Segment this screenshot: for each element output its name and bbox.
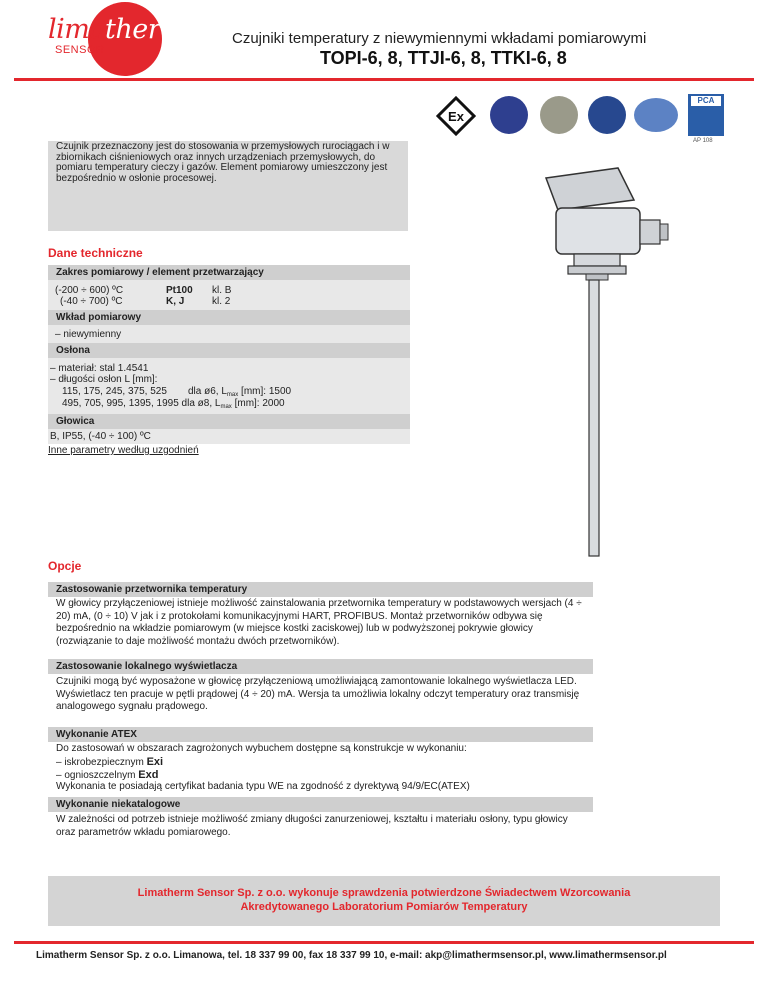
range-2: (-40 ÷ 700) ºC: [60, 296, 123, 307]
option-atex-line3: – ognioszczelnym Exd: [56, 769, 159, 781]
class-2: kl. 2: [212, 296, 231, 307]
option-text-custom: W zależności od potrzeb istnieje możliwość zmiany długości zanurzeniowej, kształtu i materiału osłony, typu głowicy oraz parametrów wkładu pomiarowego.: [56, 814, 568, 838]
other-params-link[interactable]: Inne parametry według uzgodnień: [48, 445, 199, 456]
head-value: B, IP55, (-40 ÷ 100) ºC: [50, 431, 151, 442]
atex-ex-icon: [436, 96, 476, 136]
page-subtitle: Czujniki temperatury z niewymiennymi wkładami pomiarowymi: [232, 30, 647, 47]
option-text-transmitter: W głowicy przyłączeniowej istnieje możliwość zainstalowania przetwornika temperatury w podstawowych wersjach (4 ÷ 20) mA, (0 ÷ 10) V jak i z protokołami komunikacyjnymi HART, PROFIBUS. Montaż przetworników odbywa się bezpośrednio na wkładzie pomiarowym (w miejsce kostki zaciskowej) lub w podwyższonej pokrywie głowicy (rozwiązanie to daje możliwość montażu dwóch przetworników).: [56, 598, 582, 647]
intro-text: Czujnik przeznaczony jest do stosowania w przemysłowych rurociągach i w zbiornikach ciśnieniowych oraz innych urządzeniach przemysłowych, do pomiaru temperatury cieczy i gazów. Element pomiarowy umieszczony jest bezpośrednio w osłonie procesowej.: [48, 141, 408, 231]
insert-value: – niewymienny: [55, 329, 122, 340]
tuv-cert-icon: [490, 96, 528, 134]
range-1: (-200 ÷ 600) ºC: [55, 285, 124, 296]
option-title-transmitter: Zastosowanie przetwornika temperatury: [48, 582, 593, 597]
sensor-image: [526, 160, 686, 560]
lengths-d6: 115, 175, 245, 375, 525: [62, 386, 167, 397]
page-title: TOPI-6, 8, TTJI-6, 8, TTKI-6, 8: [320, 48, 567, 68]
options-heading: Opcje: [48, 559, 82, 573]
seal-cert-icon: [540, 96, 578, 134]
ilac-mra-icon: [634, 98, 678, 132]
element-1: Pt100: [166, 285, 193, 296]
range-header: Zakres pomiarowy / element przetwarzający: [48, 265, 410, 280]
lengths-d6-max: dla ø6, $L_{max}$ [mm]: 1500: [188, 386, 292, 398]
contact-info: Limatherm Sensor Sp. z o.o. Limanowa, tel. 18 337 99 00, fax 18 337 99 10, e-mail: akp@limathermsensor.pl, www.limathermsensor.pl: [36, 950, 667, 961]
insert-header: Wkład pomiarowy: [48, 310, 410, 325]
tech-heading: Dane techniczne: [48, 246, 143, 260]
option-title-display: Zastosowanie lokalnego wyświetlacza: [48, 659, 593, 674]
accreditation-line1: Limatherm Sensor Sp. z o.o. wykonuje sprawdzenia potwierdzone Świadectwem Wzorcowania: [137, 887, 631, 899]
lengths-d8: 495, 705, 995, 1395, 1995 dla ø8, $L_{max}$ [mm]: 2000: [62, 398, 285, 410]
option-title-custom: Wykonanie niekatalogowe: [48, 797, 593, 812]
option-atex-line2: – iskrobezpiecznym Exi: [56, 756, 164, 768]
ap-number: AP 108: [693, 138, 713, 144]
sheath-header: Osłona: [48, 343, 410, 358]
accreditation-cert-icon: [588, 96, 626, 134]
svg-text:Ex: Ex: [448, 109, 464, 124]
option-atex-line1: Do zastosowań w obszarach zagrożonych wybuchem dostępne są konstrukcje w wykonaniu:: [56, 743, 467, 754]
header-divider: [14, 78, 754, 81]
accreditation-line2: Akredytowanego Laboratorium Pomiarów Temperatury: [240, 901, 528, 913]
company-logo: limatherm: [48, 14, 186, 45]
option-title-atex: Wykonanie ATEX: [48, 727, 593, 742]
option-atex-line4: Wykonania te posiadają certyfikat badania typu WE na zgodność z dyrektywą 94/9/EC(ATEX): [56, 781, 470, 792]
sheath-material: – materiał: stal 1.4541: [50, 363, 149, 374]
element-2: K, J: [166, 296, 185, 307]
class-1: kl. B: [212, 285, 232, 296]
pca-cert-icon: PCA: [688, 94, 724, 136]
option-text-display: Czujniki mogą być wyposażone w głowicę przyłączeniową umożliwiającą zamontowanie lokalnego wyświetlacza LED. Wyświetlacz ten pracuje w pętli prądowej (4 ÷ 20) mA. Wersja ta umożliwia lokalny odczyt temperatury oraz transmisję analogowego sygnału prądowego.: [56, 676, 580, 712]
head-header: Głowica: [48, 414, 410, 429]
sheath-lengths: – długości osłon L [mm]:: [50, 374, 158, 385]
footer-divider: [14, 941, 754, 944]
logo-sensor-text: SENSOR: [55, 44, 105, 56]
